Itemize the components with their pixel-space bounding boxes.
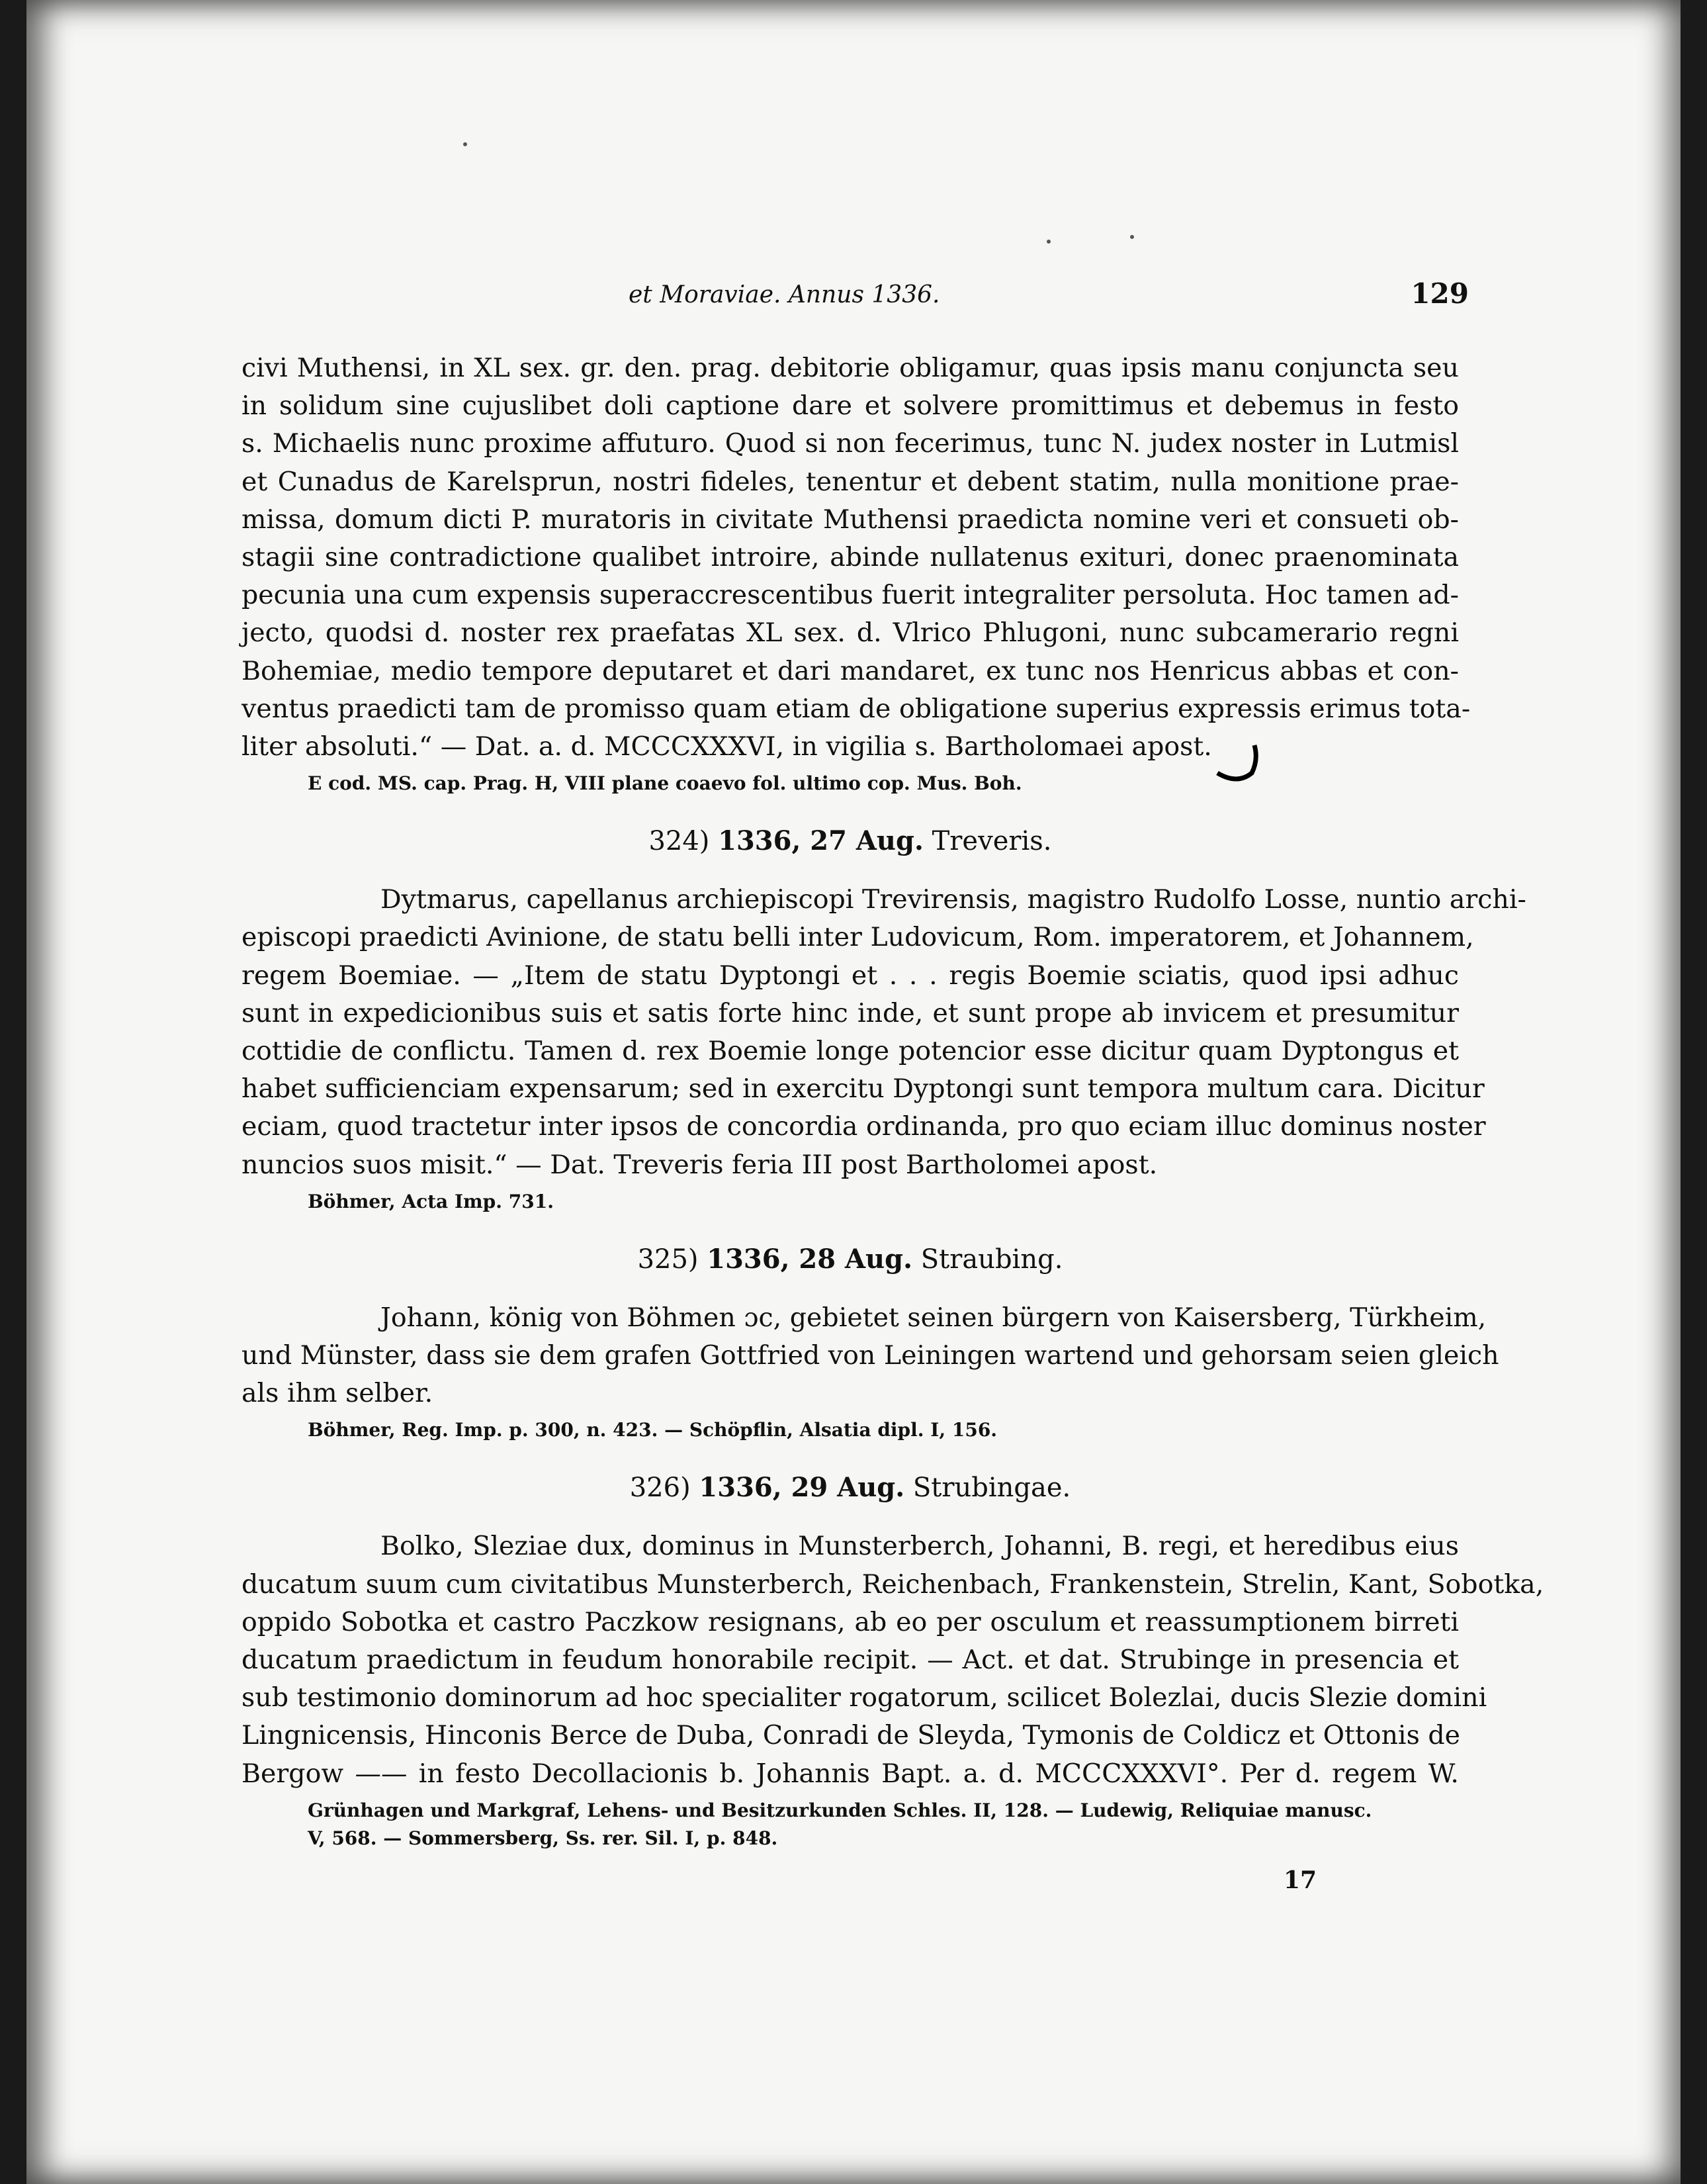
text-line: regem Boemiae. — „Item de statu Dyptongi et . . . regis Boemie sciatis, quod ipsi adhuc: [241, 960, 1459, 991]
text-line: s. Michaelis nunc proxime affuturo. Quod si non fecerimus, tunc N. judex noster in Lutmisl: [241, 428, 1459, 459]
continuation-text: [241, 349, 1471, 766]
text-line: habet sufficienciam expensarum; sed in exercitu Dyptongi sunt tempora multum cara. Dicitur: [241, 1073, 1485, 1105]
text-line: in solidum sine cujuslibet doli captione dare et solvere promittimus et debemus in festo: [241, 390, 1459, 422]
text-line: Bergow —— in festo Decollacionis b. Johannis Bapt. a. d. MCCCXXXVI°. Per d. regem W.: [241, 1758, 1459, 1789]
text-line: cottidie de conflictu. Tamen d. rex Boemie longe potencior esse dicitur quam Dyptongus et: [241, 1036, 1459, 1067]
entry-date: 1336, 29 Aug.: [699, 1472, 905, 1504]
text-line: sub testimonio dominorum ad hoc specialiter rogatorum, scilicet Bolezlai, ducis Slezie domini: [241, 1682, 1487, 1713]
entry-number: 325): [637, 1244, 699, 1275]
text-line: eciam, quod tractetur inter ipsos de concordia ordinanda, pro quo eciam illuc dominus noster: [241, 1111, 1486, 1142]
entry-place: Strubingae.: [912, 1473, 1071, 1504]
text-line: jecto, quodsi d. noster rex praefatas XL sex. d. Vlrico Phlugoni, nunc subcamerario regni: [241, 617, 1459, 649]
entry-date: 1336, 27 Aug.: [718, 825, 924, 857]
speck: [1047, 240, 1051, 244]
entry-heading: [241, 1468, 1459, 1508]
text-line: Bolko, Sleziae dux, dominus in Munsterberch, Johanni, B. regi, et heredibus eius: [380, 1531, 1459, 1562]
entry-heading: [241, 821, 1459, 861]
text-line: ventus praedicti tam de promisso quam etiam de obligatione superius expressis erimus tota-: [241, 693, 1471, 724]
sheet-number: 17: [1284, 1866, 1317, 1894]
text-line: Lingnicensis, Hinconis Berce de Duba, Conradi de Sleyda, Tymonis de Coldicz et Ottonis de: [241, 1720, 1461, 1751]
running-title: et Moraviae. Annus 1336.: [629, 281, 940, 308]
entry-number: 326): [629, 1473, 691, 1504]
source-citation: Böhmer, Acta Imp. 731.: [308, 1190, 554, 1212]
entry-heading: [241, 1240, 1459, 1279]
text-line: nuncios suos misit.“ — Dat. Treveris feria III post Bartholomei apost.: [241, 1149, 1158, 1180]
speck: [463, 142, 467, 146]
page-number: 129: [1411, 277, 1469, 310]
text-line: Bohemiae, medio tempore deputaret et dari mandaret, ex tunc nos Henricus abbas et con-: [241, 655, 1459, 686]
text-line: et Cunadus de Karelsprun, nostri fideles, tenentur et debent statim, nulla monitione prae-: [241, 466, 1459, 497]
source-citation: Böhmer, Reg. Imp. p. 300, n. 423. — Schöpflin, Alsatia dipl. I, 156.: [308, 1419, 998, 1441]
text-line: ducatum suum cum civitatibus Munsterberch, Reichenbach, Frankenstein, Strelin, Kant, Sobotka,: [241, 1569, 1544, 1600]
entry-number: 324): [648, 826, 710, 857]
text-line: oppido Sobotka et castro Paczkow resignans, ab eo per osculum et reassumptionem birreti: [241, 1606, 1459, 1637]
text-line: stagii sine contradictione qualibet introire, abinde nullatenus exituri, donec praenominata: [241, 542, 1459, 573]
entry-place: Treveris.: [932, 826, 1052, 857]
text-line: als ihm selber.: [241, 1378, 433, 1409]
pen-mark-icon: [1211, 733, 1264, 786]
entry-place: Straubing.: [920, 1244, 1063, 1275]
running-head: [26, 277, 1681, 321]
text-line: Dytmarus, capellanus archiepiscopi Trevirensis, magistro Rudolfo Losse, nuntio archi-: [380, 884, 1526, 915]
source-line: Grünhagen und Markgraf, Lehens- und Besitzurkunden Schles. II, 128. — Ludewig, Reliquiae manusc.: [308, 1799, 1372, 1821]
source-citation: E cod. MS. cap. Prag. H, VIII plane coaevo fol. ultimo cop. Mus. Boh.: [308, 772, 1022, 795]
source-line: V, 568. — Sommersberg, Ss. rer. Sil. I, p. 848.: [308, 1827, 778, 1849]
source-citation: [241, 1797, 1459, 1852]
entry-text: [241, 1527, 1544, 1792]
text-line: sunt in expedicionibus suis et satis forte hinc inde, et sunt prope ab invicem et presumitur: [241, 997, 1459, 1028]
entry-text: [241, 881, 1526, 1184]
page: [26, 0, 1681, 2184]
text-line: und Münster, dass sie dem grafen Gottfried von Leiningen wartend und gehorsam seien gleich: [241, 1340, 1499, 1371]
text-line: liter absoluti.“ — Dat. a. d. MCCCXXXVI, in vigilia s. Bartholomaei apost.: [241, 731, 1212, 762]
entry-date: 1336, 28 Aug.: [707, 1243, 913, 1275]
text-line: civi Muthensi, in XL sex. gr. den. prag. debitorie obligamur, quas ipsis manu conjuncta seu: [241, 353, 1459, 383]
text-line: pecunia una cum expensis superaccrescentibus fuerit integraliter persoluta. Hoc tamen ad-: [241, 580, 1459, 611]
text-line: Johann, könig von Böhmen ɔc, gebietet seinen bürgern von Kaisersberg, Türkheim,: [380, 1302, 1487, 1333]
text-line: episcopi praedicti Avinione, de statu belli inter Ludovicum, Rom. imperatorem, et Johannem,: [241, 922, 1474, 953]
document-body: [241, 349, 1544, 1852]
speck: [1130, 235, 1134, 239]
text-line: ducatum praedictum in feudum honorabile recipit. — Act. et dat. Strubinge in presencia et: [241, 1645, 1459, 1676]
text-line: missa, domum dicti P. muratoris in civitate Muthensi praedicta nomine veri et consueti ob-: [241, 504, 1459, 535]
entry-text: [241, 1299, 1499, 1413]
